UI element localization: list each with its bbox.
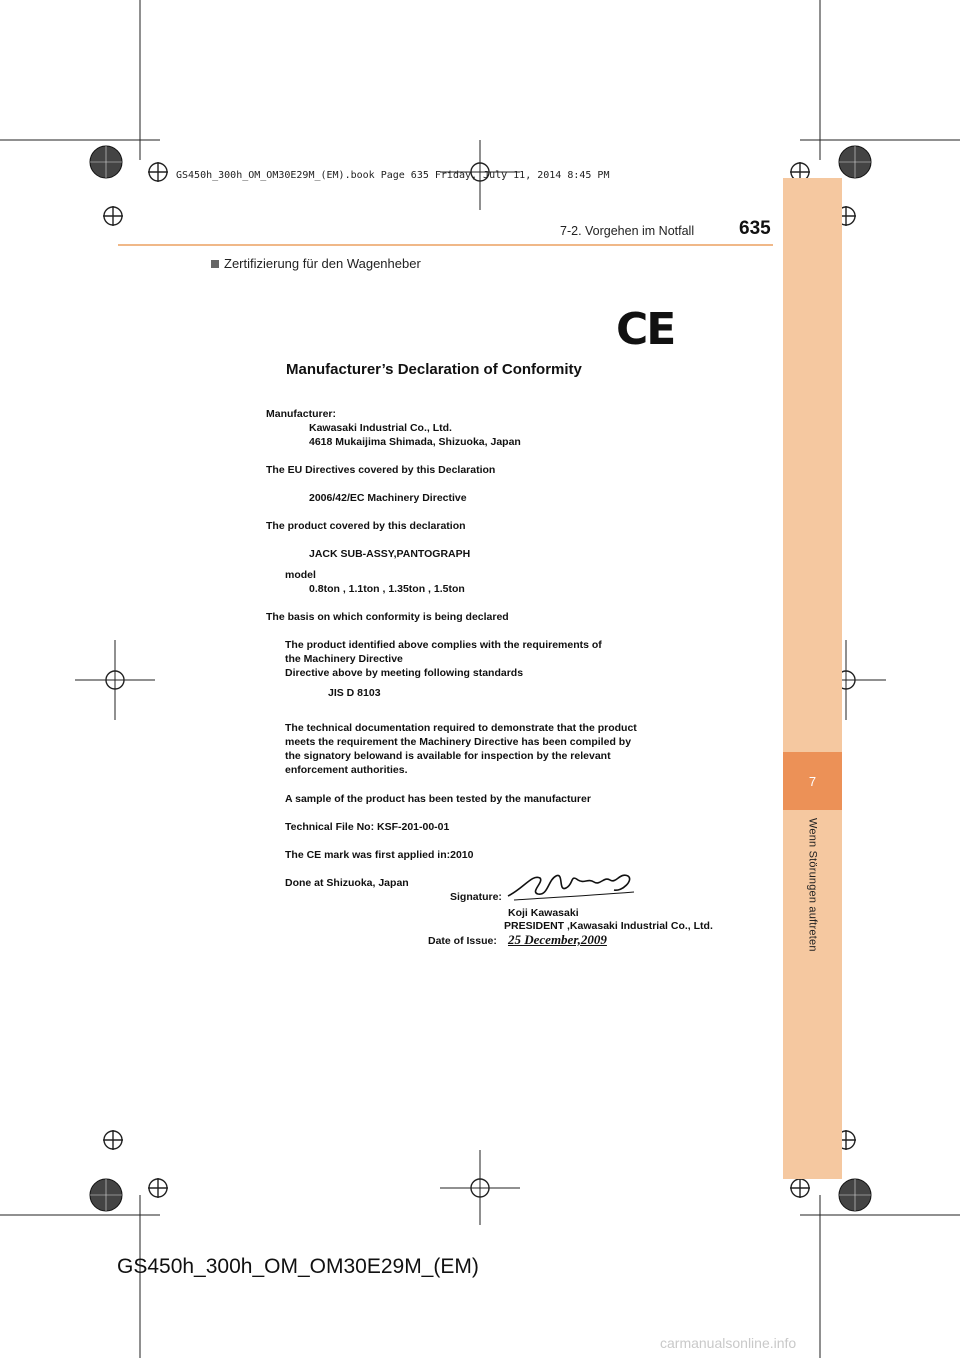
book-file-tag: GS450h_300h_OM_OM30E29M_(EM).book Page 635 Friday, July 11, 2014 8:45 PM [176,170,610,181]
standard: JIS D 8103 [328,687,381,699]
handwritten-signature-icon [504,866,639,906]
signature-label: Signature: [450,891,502,903]
declaration-title: Manufacturer’s Declaration of Conformity [286,361,582,378]
signatory-title: PRESIDENT ,Kawasaki Industrial Co., Ltd. [504,920,713,932]
technical-file-number: Technical File No: KSF-201-00-01 [285,821,450,833]
page-number: 635 [739,218,771,239]
document-code-footer: GS450h_300h_OM_OM30E29M_(EM) [117,1255,479,1278]
basis-line: Directive above by meeting following standards [285,667,524,679]
basis-line: the Machinery Directive [285,653,403,665]
directives-label: The EU Directives covered by this Declaration [266,464,496,476]
sample-tested: A sample of the product has been tested by the manufacturer [285,793,591,805]
model-label: model [285,569,316,581]
ce-first-applied: The CE mark was first applied in:2010 [285,849,474,861]
product-label: The product covered by this declaration [266,520,466,532]
site-watermark: carmanualsonline.info [660,1335,797,1351]
product-name: JACK SUB-ASSY,PANTOGRAPH [309,548,471,560]
basis-label: The basis on which conformity is being declared [266,611,509,623]
date-of-issue-value: 25 December,2009 [508,932,607,947]
chapter-title-vertical [783,818,842,978]
subheading [211,256,421,271]
date-of-issue-label: Date of Issue: [428,935,497,947]
square-bullet-icon [211,260,219,268]
documentation-line: the signatory belowand is available for inspection by the relevant [285,750,611,762]
basis-line: The product identified above complies with the requirements of [285,639,602,651]
manufacturer-label: Manufacturer: [266,408,337,420]
done-at: Done at Shizuoka, Japan [285,877,409,889]
header-section-title: 7-2. Vorgehen im Notfall [560,224,695,238]
chapter-title-text: Wenn Störungen auftreten [806,818,819,952]
ce-mark-icon: CE [616,304,675,355]
signatory-name: Koji Kawasaki [508,907,579,919]
model-list: 0.8ton , 1.1ton , 1.35ton , 1.5ton [309,583,465,595]
manufacturer-name: Kawasaki Industrial Co., Ltd. [309,422,452,434]
directive: 2006/42/EC Machinery Directive [309,492,467,504]
subheading-text: Zertifizierung für den Wagenheber [224,256,421,271]
documentation-line: The technical documentation required to demonstrate that the product [285,722,637,734]
manufacturer-address: 4618 Mukaijima Shimada, Shizuoka, Japan [309,436,521,448]
documentation-line: meets the requirement the Machinery Directive has been compiled by [285,736,632,748]
chapter-tab-strip [783,178,842,1179]
chapter-number: 7 [783,752,842,810]
header-rule [118,244,773,246]
documentation-line: enforcement authorities. [285,764,408,776]
